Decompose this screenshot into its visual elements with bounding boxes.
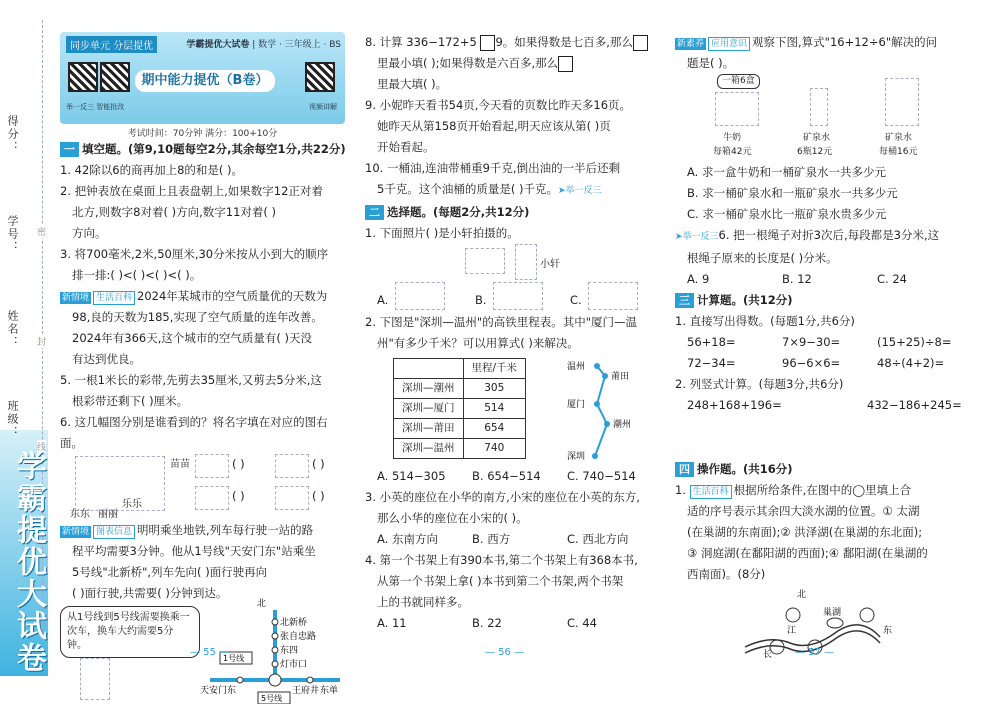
distance-table: [393, 358, 526, 459]
question-9-line: 开始看起。: [377, 140, 435, 154]
option-c[interactable]: C. 740−514: [567, 469, 636, 483]
choice-6-options: [675, 269, 980, 290]
vertical-calc-items: [675, 395, 980, 459]
page-number: — 56 —: [485, 647, 525, 658]
choice-2: 2. 下图是"深圳—温州"的高铁里程表。其中"厦门—温: [365, 315, 637, 329]
qr-code-icon[interactable]: [100, 62, 130, 92]
milk-box-illustration: [715, 92, 759, 126]
left-column: [60, 139, 350, 704]
option-c[interactable]: C. 44: [567, 616, 597, 630]
line1-label: 1号线: [223, 654, 245, 663]
calc-item[interactable]: 56+18=: [687, 335, 736, 349]
c2-figure: [365, 354, 665, 466]
line5-label: 5号线: [261, 694, 283, 703]
item-price: 每桶16元: [879, 147, 918, 157]
table-row: 深圳—厦门 514: [394, 399, 526, 419]
station-dot: [307, 677, 313, 683]
middle-column: [365, 32, 665, 634]
question-5-line: 根彩带还剩下( )厘米。: [72, 394, 189, 408]
question-2: 2. 把钟表放在桌面上且表盘朝上,如果数字12正对着: [60, 184, 323, 198]
calc-items: [675, 332, 980, 374]
station-label: 张自忠路: [280, 632, 317, 642]
question-3-line: 排一排:( )<( )<( )<( )。: [72, 268, 202, 282]
river-label: 江: [787, 626, 797, 636]
child-name: 苗苗: [170, 459, 190, 470]
option-b[interactable]: B. 求一桶矿泉水和一瓶矿泉水一共多少元: [687, 186, 898, 200]
option-c[interactable]: C. 24: [877, 272, 907, 286]
station-dot: [272, 633, 278, 639]
operation-1-line: (在巢湖的东南面);② 洪泽湖(在巢湖的东北面);: [687, 525, 923, 539]
operation-1-line: 适的序号表示其余四大淡水湖的位置。① 太湖: [687, 504, 920, 518]
photo-option: [588, 282, 638, 310]
calc-item[interactable]: 248+168+196=: [687, 398, 782, 412]
option-b[interactable]: B.: [475, 293, 487, 307]
cut-char: 密: [37, 225, 46, 238]
section-heading: 一 填空题。(第9,10题每空2分,其余每空1分,共22分): [60, 139, 350, 160]
answer-circle[interactable]: [860, 608, 874, 622]
qr-caption: 举一反三 智能批改: [66, 103, 125, 111]
operation-1: 1. 生活百科 根据所给条件,在图中的◯里填上合: [675, 483, 912, 497]
east-label: 东: [883, 626, 893, 636]
city-label: 厦门: [567, 400, 586, 410]
item-label: 矿泉水: [803, 133, 831, 143]
option-b[interactable]: B. 22: [472, 616, 502, 630]
item-label: 牛奶: [723, 133, 742, 143]
c1-figure: [365, 244, 665, 312]
question-8-line: 里最大填( )。: [377, 77, 448, 91]
option-b[interactable]: B. 12: [782, 272, 812, 286]
station-label: 灯市口: [280, 660, 308, 670]
table-row: 深圳—莆田 654: [394, 419, 526, 439]
qr-caption: 视频讲解: [309, 103, 337, 111]
child-name: 东东: [70, 509, 90, 520]
item-label: 矿泉水: [885, 133, 913, 143]
section-heading: 二 选择题。(每题2分,共12分): [365, 202, 665, 223]
option-c[interactable]: C. 西北方向: [567, 532, 629, 546]
choice-4-line: 从第一个书架上拿( )本书到第二个书架,两个书架: [377, 574, 624, 588]
class-label: 班级：: [6, 400, 19, 439]
choice-3-options: [365, 529, 665, 550]
question-4-line: 2024年有366天,这个城市的空气质量有( )天没: [72, 331, 312, 345]
station-dot: [237, 677, 243, 683]
water-barrel-illustration: [885, 78, 919, 126]
view-picture: [195, 454, 229, 478]
option-a[interactable]: A. 514−305: [377, 469, 446, 483]
right-column: [675, 32, 980, 670]
river-label: 长: [763, 650, 773, 660]
river-path: [745, 625, 880, 647]
question-9-line: 她昨天从第158页开始看起,明天应该从第( )页: [377, 119, 611, 133]
choice-4-line: 上的书就同样多。: [377, 595, 469, 609]
station-label: 王府井: [292, 686, 320, 696]
qr-code-icon[interactable]: [305, 62, 335, 92]
view-picture: [275, 486, 309, 510]
station-label: 东单: [320, 686, 339, 696]
page-number: — 55 —: [190, 647, 230, 658]
calc-item[interactable]: 7×9−30=: [782, 335, 841, 349]
brand-title: 学霸提优大试卷: [11, 450, 46, 674]
calc-2: 2. 列竖式计算。(每题3分,共6分): [675, 377, 844, 391]
calc-item[interactable]: 72−34=: [687, 356, 736, 370]
exam-info: 考试时间：70分钟 满分：100+10分: [127, 129, 278, 139]
chaohu-lake: [827, 618, 843, 628]
question-1: 1. 42除以6的商再加上8的和是( )。: [60, 163, 244, 177]
extension-tag[interactable]: ➤举一反三: [675, 232, 719, 242]
station-dot: [272, 647, 278, 653]
question-8-line: 里最小填( );如果得数是六百多,那么: [365, 53, 665, 74]
option-b[interactable]: B. 西方: [472, 532, 511, 546]
question-6: 6. 这几幅图分别是谁看到的？将名字填在对应的图右面。: [60, 415, 328, 450]
lake-label: 巢湖: [823, 608, 842, 618]
score-label: 得分：: [6, 115, 19, 154]
choice-3: 3. 小英的座位在小华的南方,小宋的座位在小英的东方,: [365, 490, 640, 504]
answer-circle[interactable]: [786, 608, 800, 622]
question-4-line: 98,良的天数为185,实现了空气质量的连年改善。: [72, 310, 323, 324]
operation-1-line: 西南面)。(8分): [687, 567, 766, 581]
city-label: 温州: [567, 362, 586, 372]
calc-item[interactable]: 48÷(4+2)=: [877, 356, 945, 370]
section-heading: 三 计算题。(共12分): [675, 290, 980, 311]
boy-illustration: [80, 658, 110, 700]
water-bottle-illustration: [810, 88, 828, 126]
answer-box[interactable]: [480, 35, 495, 51]
option-c[interactable]: C.: [570, 293, 582, 307]
cut-char: 线: [37, 440, 46, 453]
child-name: 乐乐: [122, 499, 142, 510]
exam-header: [60, 32, 345, 124]
house-illustration: [465, 248, 505, 274]
north-label: 北: [257, 599, 267, 609]
section-heading: 四 操作题。(共16分): [675, 459, 980, 480]
photo-option: [395, 282, 445, 310]
option-a[interactable]: A. 9: [687, 272, 710, 286]
boy-name: 小轩: [540, 259, 560, 270]
series-meta: 学霸提优大试卷 | 数学 · 三年级上 · BS: [186, 40, 341, 50]
question-10: 10. 一桶油,连油带桶重9千克,倒出油的一半后还剩: [365, 161, 621, 175]
choice-4: 4. 第一个书架上有390本书,第二个书架上有368本书,: [365, 553, 638, 567]
speech-bubble: 从1号线到5号线需要换乘一次车，换车大约需要5分钟。: [60, 606, 200, 658]
question-4: 新情境 生活百科 2024年某城市的空气质量优的天数为: [62, 289, 328, 303]
choice-2-options: [365, 466, 665, 487]
question-3: 3. 将700毫米,2米,50厘米,30分米按从小到大的顺序: [60, 247, 329, 261]
c5-figure: [675, 74, 980, 162]
answer-blank[interactable]: ( ): [232, 457, 245, 471]
question-4-line: 有达到优良。: [72, 352, 141, 366]
question-8: 8. 计算 336−172+5 9。如果得数是七百多,那么: [365, 32, 665, 53]
station-dot: [272, 619, 278, 625]
option-c[interactable]: C. 求一桶矿泉水比一瓶矿泉水贵多少元: [687, 207, 887, 221]
choice-6: ➤举一反三6. 把一根绳子对折3次后,每段都是3分米,这: [675, 228, 940, 242]
q6-illustration: [60, 454, 350, 520]
answer-box[interactable]: [633, 35, 648, 51]
answer-box[interactable]: [558, 56, 573, 72]
station-label: 东四: [280, 646, 299, 656]
item-price: 6瓶12元: [797, 147, 833, 157]
boy-illustration: [515, 244, 537, 280]
choice-6-line: 根绳子原来的长度是( )分米。: [687, 251, 838, 265]
station-label: 北新桥: [280, 618, 308, 628]
question-5: 5. 一根1米长的彩带,先剪去35厘米,又剪去5分米,这: [60, 373, 322, 387]
children-illustration: [75, 456, 165, 511]
question-2-line: 方向。: [72, 226, 107, 240]
box-note: 一箱6盒: [717, 74, 760, 89]
item-price: 每箱42元: [713, 147, 752, 157]
cut-char: 封: [37, 335, 46, 348]
answer-blank[interactable]: ( ): [232, 489, 245, 503]
table-header: 里程/千米: [463, 359, 526, 379]
choice-5-line: 题是( )。: [687, 56, 735, 70]
city-label: 潮州: [613, 420, 632, 430]
table-row: 深圳—潮州 305: [394, 379, 526, 399]
option-b[interactable]: B. 654−514: [472, 469, 541, 483]
extension-tag[interactable]: ➤举一反三: [557, 186, 602, 196]
question-7-line: 5号线"北新桥",列车先向( )面行驶再向: [72, 565, 268, 579]
qr-code-icon[interactable]: [68, 62, 98, 92]
choice-1: 1. 下面照片( )是小轩拍摄的。: [365, 226, 519, 240]
question-9: 9. 小妮昨天看书54页,今天看的页数比昨天多16页。: [365, 98, 632, 112]
table-row: 深圳—温州 740: [394, 439, 526, 459]
page-number: — 57 —: [795, 647, 835, 658]
question-7-line: 程平均需要3分钟。他从1号线"天安门东"站乘坐: [72, 544, 316, 558]
option-a[interactable]: A.: [377, 293, 389, 307]
option-a[interactable]: A. 东南方向: [377, 532, 438, 546]
operation-1-line: ③ 洞庭湖(在鄱阳湖的西面);④ 鄱阳湖(在巢湖的: [687, 546, 928, 560]
city-label: 深圳: [567, 452, 586, 462]
city-label: 莆田: [611, 372, 630, 382]
binding-spine: [0, 0, 48, 676]
question-7: 新情境 图表信息 明明乘坐地铁,列车每行驶一站的路: [62, 523, 314, 537]
choice-3-line: 那么小华的座位在小宋的( )。: [377, 511, 528, 525]
question-10-line: 5千克。这个油桶的质量是( )千克。➤举一反三: [377, 182, 602, 196]
student-id-label: 学号：: [6, 215, 19, 254]
unit-tag: 同步单元 分层提优: [66, 36, 157, 53]
rail-map: [565, 354, 655, 466]
answer-blank[interactable]: ( ): [312, 489, 325, 503]
question-2-line: 北方,则数字8对着( )方向,数字11对着( ): [72, 205, 277, 219]
north-label: 北: [797, 590, 807, 600]
station-dot: [272, 661, 278, 667]
calc-item[interactable]: (15+25)÷8=: [877, 335, 952, 349]
name-label: 姓名：: [6, 310, 19, 349]
photo-option: [493, 282, 543, 310]
choice-4-options: [365, 613, 665, 634]
calc-item[interactable]: 96−6×6=: [782, 356, 841, 370]
station-label: 天安门东: [200, 686, 237, 696]
option-a[interactable]: A. 求一盒牛奶和一桶矿泉水一共多少元: [687, 165, 886, 179]
calc-1: 1. 直接写出得数。(每题1分,共6分): [675, 314, 855, 328]
view-picture: [275, 454, 309, 478]
choice-2-line: 州"有多少千米？可以用算式( )来解决。: [377, 336, 579, 350]
option-a[interactable]: A. 11: [377, 616, 407, 630]
answer-blank[interactable]: ( ): [312, 457, 325, 471]
choice-5: 新素养 应用意识 观察下图,算式"16+12÷6"解决的问: [677, 35, 938, 49]
exam-title: 期中能力提优（B卷）: [135, 70, 275, 92]
question-7-line: ( )面行驶,共需要( )分钟到达。: [72, 586, 228, 600]
view-picture: [195, 486, 229, 510]
child-name: 丽丽: [98, 509, 118, 520]
calc-item[interactable]: 432−186+245=: [867, 398, 962, 412]
